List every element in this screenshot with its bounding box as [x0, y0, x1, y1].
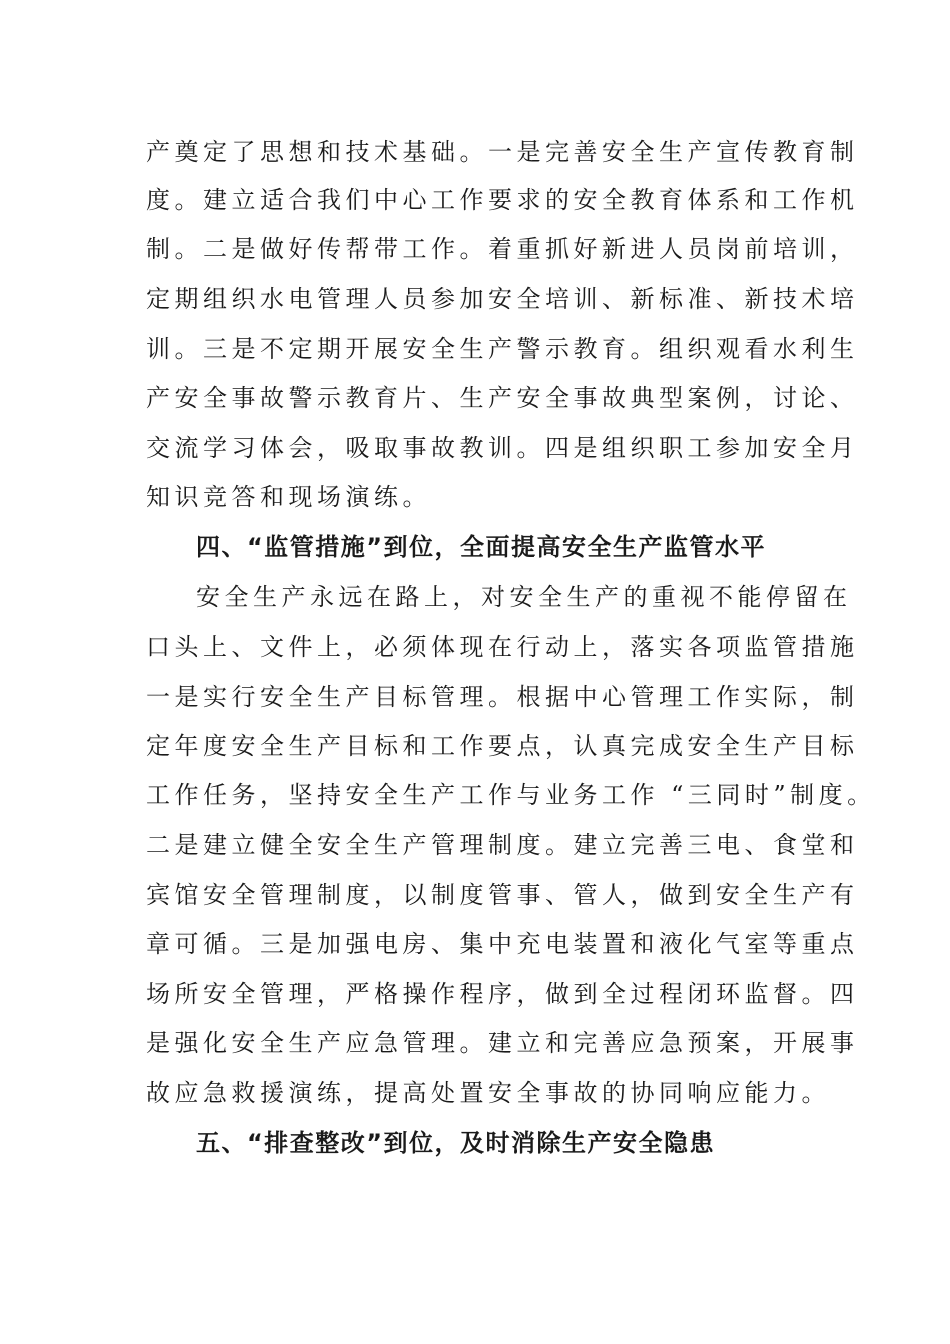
paragraph-line: 章可循。三是加强电房、集中充电装置和液化气室等重点 — [146, 930, 859, 958]
paragraph-line: 度。建立适合我们中心工作要求的安全教育体系和工作机 — [146, 186, 859, 214]
paragraph-line: 一是实行安全生产目标管理。根据中心管理工作实际，制 — [146, 683, 859, 711]
paragraph-line: 制。二是做好传帮带工作。着重抓好新进人员岗前培训， — [146, 235, 859, 263]
paragraph-line: 训。三是不定期开展安全生产警示教育。组织观看水利生 — [146, 335, 859, 363]
paragraph-line: 定期组织水电管理人员参加安全培训、新标准、新技术培 — [146, 285, 859, 313]
paragraph-line: 产奠定了思想和技术基础。一是完善安全生产宣传教育制 — [146, 138, 859, 166]
paragraph-line: 工作任务，坚持安全生产工作与业务工作 “三同时”制度。 — [146, 781, 876, 809]
paragraph-line: 产安全事故警示教育片、生产安全事故典型案例，讨论、 — [146, 384, 859, 412]
section-heading: 四、“监管措施”到位，全面提高安全生产监管水平 — [196, 533, 767, 561]
paragraph-line: 口头上、文件上，必须体现在行动上，落实各项监管措施 — [146, 633, 859, 661]
section-heading: 五、“排查整改”到位，及时消除生产安全隐患 — [196, 1129, 716, 1157]
paragraph-line: 安全生产永远在路上，对安全生产的重视不能停留在 — [196, 583, 852, 611]
paragraph-line: 是强化安全生产应急管理。建立和完善应急预案，开展事 — [146, 1029, 859, 1057]
paragraph-line: 定年度安全生产目标和工作要点，认真完成安全生产目标 — [146, 732, 859, 760]
paragraph-line: 宾馆安全管理制度，以制度管事、管人，做到安全生产有 — [146, 881, 859, 909]
paragraph-line: 二是建立健全安全生产管理制度。建立完善三电、食堂和 — [146, 831, 859, 859]
paragraph-line: 交流学习体会，吸取事故教训。四是组织职工参加安全月 — [146, 434, 859, 462]
paragraph-line: 知识竞答和现场演练。 — [146, 483, 431, 511]
paragraph-line: 场所安全管理，严格操作程序，做到全过程闭环监督。四 — [146, 980, 859, 1008]
paragraph-line: 故应急救援演练，提高处置安全事故的协同响应能力。 — [146, 1079, 830, 1107]
